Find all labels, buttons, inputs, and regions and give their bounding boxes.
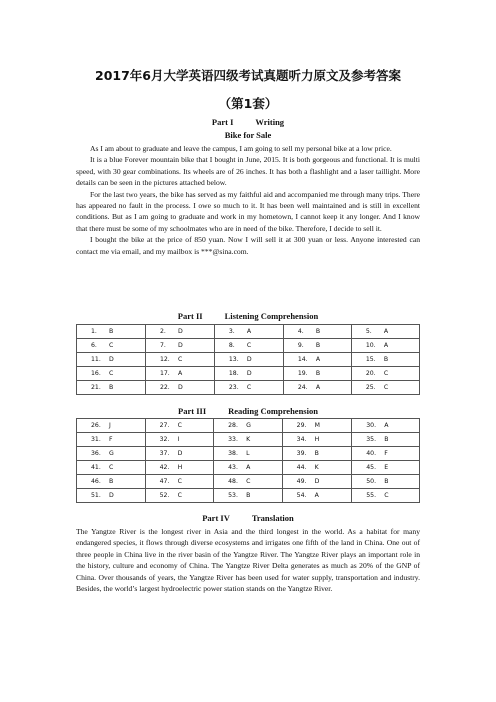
answer-cell bbox=[214, 447, 283, 461]
part3-name: Reading Comprehension bbox=[228, 406, 318, 416]
answer-letter: M bbox=[314, 422, 321, 429]
answer-cell bbox=[282, 475, 352, 489]
answer-cell bbox=[214, 433, 283, 447]
question-number: 1. bbox=[91, 328, 97, 335]
answer-cell bbox=[214, 489, 283, 503]
answer-cell bbox=[77, 461, 146, 475]
answer-letter: H bbox=[177, 464, 183, 471]
question-number: 21. bbox=[91, 384, 101, 391]
essay-title: Bike for Sale bbox=[224, 130, 272, 140]
question-number: 47. bbox=[159, 478, 170, 485]
answer-letter: A bbox=[315, 384, 321, 391]
answer-letter: D bbox=[177, 384, 183, 391]
answer-cell bbox=[145, 381, 214, 395]
question-number: 15. bbox=[365, 356, 376, 363]
answer-cell bbox=[214, 461, 283, 475]
answer-row bbox=[77, 461, 420, 475]
answer-cell bbox=[352, 419, 420, 433]
document-title: 2017年6月大学英语四级考试真题听力原文及参考答案 bbox=[95, 68, 401, 83]
answer-row bbox=[77, 419, 420, 433]
part2-name: Listening Comprehension bbox=[224, 311, 319, 321]
answer-row bbox=[77, 381, 420, 395]
question-number: 44. bbox=[296, 464, 307, 471]
answer-cell bbox=[145, 367, 214, 381]
part4-name: Translation bbox=[251, 513, 294, 523]
question-number: 6. bbox=[91, 342, 97, 349]
answer-letter: D bbox=[177, 328, 183, 335]
answer-letter: C bbox=[246, 342, 252, 349]
question-number: 39. bbox=[296, 450, 307, 457]
question-number: 16. bbox=[91, 370, 101, 377]
translation-paragraph: The Yangtze River is the longest river in Asia and the third longest in the world. As a habitat for many endangered species, it flows through diverse ecosystems and irrigates one fifth of the land in China. One out of three people in China live in the river basin of the Yangtze River. The Yangtze River plays an important role in the history, culture and economy of China. The Yangtze River Delta generates as much as 20% of the GNP of China. Over thousands of years, the Yangtze River has been used for water supply, transportation and industry. Besides, the world’s largest hydroelectric power station stands on the Yangtze River. bbox=[76, 527, 420, 594]
question-number: 2. bbox=[159, 328, 166, 335]
answer-cell bbox=[282, 461, 352, 475]
question-number: 48. bbox=[228, 478, 238, 485]
translation-body bbox=[76, 526, 420, 594]
answer-cell bbox=[282, 433, 352, 447]
question-number: 40. bbox=[366, 450, 377, 457]
question-number: 46. bbox=[91, 478, 101, 485]
part3-label: Part III bbox=[178, 406, 207, 416]
answer-row bbox=[77, 325, 420, 339]
answer-cell bbox=[352, 489, 420, 503]
question-number: 22. bbox=[159, 384, 170, 391]
answer-letter: B bbox=[383, 356, 389, 363]
answer-letter: B bbox=[315, 370, 321, 377]
part4-label: Part IV bbox=[202, 513, 230, 523]
essay-paragraph: For the last two years, the bike has served as my faithful aid and accompanied me through many trips. There has appeared no fault in the process. I owe so much to it. It has been well maintained and is still in excellent conditions. But as I am going to graduate and work in my hometown, I cannot keep it any longer. And I know that there must be some of my schoolmates who are in need of the bike. Therefore, I decide to sell it. bbox=[76, 189, 420, 233]
answer-cell bbox=[145, 433, 214, 447]
answer-cell bbox=[77, 433, 146, 447]
question-number: 30. bbox=[366, 422, 377, 429]
answer-letter: D bbox=[314, 478, 320, 485]
answer-letter: A bbox=[177, 370, 183, 377]
answer-letter: C bbox=[246, 384, 252, 391]
question-number: 26. bbox=[91, 422, 101, 429]
answer-letter: K bbox=[246, 436, 251, 443]
answer-letter: D bbox=[109, 356, 114, 363]
answer-letter: C bbox=[384, 492, 389, 499]
answer-row bbox=[77, 367, 420, 381]
part1-heading bbox=[0, 117, 496, 127]
answer-cell bbox=[214, 353, 283, 367]
answer-cell bbox=[77, 339, 146, 353]
answer-letter: A bbox=[246, 464, 251, 471]
question-number: 32. bbox=[159, 436, 170, 443]
question-number: 9. bbox=[297, 342, 304, 349]
question-number: 20. bbox=[365, 370, 376, 377]
answer-cell bbox=[77, 475, 146, 489]
part1-label: Part I bbox=[211, 117, 234, 127]
question-number: 52. bbox=[159, 492, 170, 499]
question-number: 55. bbox=[366, 492, 377, 499]
answer-cell bbox=[145, 475, 214, 489]
answer-cell bbox=[145, 419, 214, 433]
question-number: 3. bbox=[228, 328, 235, 335]
answer-cell bbox=[145, 325, 214, 339]
question-number: 29. bbox=[296, 422, 307, 429]
question-number: 10. bbox=[365, 342, 376, 349]
answer-cell bbox=[77, 489, 146, 503]
answer-cell bbox=[352, 433, 420, 447]
document-subtitle: （第1套） bbox=[218, 96, 278, 111]
question-number: 50. bbox=[366, 478, 377, 485]
answer-cell bbox=[145, 353, 214, 367]
essay-body bbox=[76, 143, 420, 257]
answer-letter: B bbox=[246, 492, 251, 499]
answer-letter: B bbox=[109, 328, 114, 335]
answer-letter: C bbox=[109, 370, 114, 377]
answer-cell bbox=[145, 489, 214, 503]
answer-cell bbox=[283, 339, 351, 353]
answer-cell bbox=[77, 419, 146, 433]
question-number: 54. bbox=[296, 492, 307, 499]
answer-cell bbox=[351, 339, 419, 353]
question-number: 19. bbox=[297, 370, 308, 377]
question-number: 17. bbox=[159, 370, 170, 377]
answer-cell bbox=[77, 367, 146, 381]
answer-cell bbox=[352, 475, 420, 489]
answer-letter: B bbox=[315, 328, 321, 335]
essay-paragraph: As I am about to graduate and leave the campus, I am going to sell my personal bike at a low price. bbox=[90, 144, 392, 153]
answer-letter: D bbox=[109, 492, 114, 499]
answer-cell bbox=[214, 475, 283, 489]
answer-letter: I bbox=[177, 436, 180, 443]
answer-cell bbox=[282, 419, 352, 433]
answer-letter: A bbox=[383, 342, 389, 349]
answer-cell bbox=[352, 447, 420, 461]
answer-letter: A bbox=[315, 356, 321, 363]
answer-letter: E bbox=[384, 464, 389, 471]
answer-letter: H bbox=[314, 436, 320, 443]
answer-letter: C bbox=[177, 422, 182, 429]
answer-letter: D bbox=[246, 370, 252, 377]
question-number: 31. bbox=[91, 436, 101, 443]
question-number: 37. bbox=[159, 450, 170, 457]
question-number: 28. bbox=[228, 422, 238, 429]
answer-cell bbox=[351, 325, 419, 339]
answer-letter: C bbox=[177, 356, 183, 363]
answer-cell bbox=[145, 339, 214, 353]
answer-cell bbox=[351, 381, 419, 395]
answer-cell bbox=[214, 339, 283, 353]
question-number: 14. bbox=[297, 356, 308, 363]
answer-letter: A bbox=[384, 422, 389, 429]
part2-label: Part II bbox=[177, 311, 203, 321]
question-number: 38. bbox=[228, 450, 238, 457]
question-number: 23. bbox=[228, 384, 239, 391]
question-number: 11. bbox=[91, 356, 101, 363]
answer-cell bbox=[352, 461, 420, 475]
answer-cell bbox=[145, 461, 214, 475]
question-number: 25. bbox=[365, 384, 376, 391]
answer-letter: C bbox=[246, 478, 251, 485]
answer-letter: A bbox=[383, 328, 389, 335]
question-number: 12. bbox=[159, 356, 170, 363]
answer-letter: G bbox=[246, 422, 251, 429]
question-number: 27. bbox=[159, 422, 170, 429]
answer-cell bbox=[282, 447, 352, 461]
question-number: 36. bbox=[91, 450, 101, 457]
question-number: 4. bbox=[297, 328, 304, 335]
part4-heading bbox=[0, 513, 496, 523]
essay-paragraph: It is a blue Forever mountain bike that I bought in June, 2015. It is both gorgeous and functional. It is multi speed, with 30 gear combinations. Its wheels are of 26 inches. It has both a flashlight and a laser taillight. More details can be seen in the pictures attached below. bbox=[76, 155, 420, 188]
answer-cell bbox=[282, 489, 352, 503]
answer-letter: D bbox=[177, 342, 183, 349]
answer-cell bbox=[145, 447, 214, 461]
answer-row bbox=[77, 353, 420, 367]
answer-cell bbox=[77, 325, 146, 339]
question-number: 24. bbox=[297, 384, 308, 391]
question-number: 42. bbox=[159, 464, 170, 471]
answer-cell bbox=[283, 381, 351, 395]
question-number: 8. bbox=[228, 342, 235, 349]
answer-letter: D bbox=[246, 356, 252, 363]
answer-letter: D bbox=[177, 450, 183, 457]
answer-cell bbox=[351, 353, 419, 367]
answer-letter: C bbox=[383, 384, 389, 391]
answer-letter: B bbox=[314, 450, 319, 457]
answer-letter: B bbox=[384, 436, 389, 443]
essay-paragraph: I bought the bike at the price of 850 yuan. Now I will sell it at 300 yuan or less. Anyone interested can contact me via email, and my mailbox is ***@sina.com. bbox=[76, 235, 420, 256]
question-number: 13. bbox=[228, 356, 239, 363]
question-number: 51. bbox=[91, 492, 101, 499]
answer-cell bbox=[283, 325, 351, 339]
answer-row bbox=[77, 475, 420, 489]
question-number: 34. bbox=[296, 436, 307, 443]
answer-cell bbox=[214, 367, 283, 381]
question-number: 49. bbox=[296, 478, 307, 485]
question-number: 53. bbox=[228, 492, 238, 499]
answer-letter: C bbox=[109, 464, 114, 471]
answer-letter: F bbox=[109, 436, 113, 443]
answer-cell bbox=[214, 325, 283, 339]
question-number: 33. bbox=[228, 436, 238, 443]
answer-letter: C bbox=[177, 492, 182, 499]
answer-cell bbox=[351, 367, 419, 381]
answer-cell bbox=[214, 381, 283, 395]
answer-letter: J bbox=[109, 422, 111, 429]
answer-letter: C bbox=[383, 370, 389, 377]
question-number: 5. bbox=[365, 328, 372, 335]
question-number: 41. bbox=[91, 464, 101, 471]
reading-answer-table bbox=[76, 418, 420, 503]
answer-letter: A bbox=[246, 328, 252, 335]
answer-letter: B bbox=[315, 342, 321, 349]
answer-letter: K bbox=[314, 464, 319, 471]
answer-letter: B bbox=[384, 478, 389, 485]
part2-heading bbox=[0, 311, 496, 321]
answer-letter: F bbox=[384, 450, 388, 457]
answer-letter: C bbox=[109, 342, 114, 349]
answer-cell bbox=[77, 353, 146, 367]
answer-letter: B bbox=[109, 478, 114, 485]
question-number: 7. bbox=[159, 342, 166, 349]
question-number: 35. bbox=[366, 436, 377, 443]
answer-letter: C bbox=[177, 478, 182, 485]
question-number: 45. bbox=[366, 464, 377, 471]
answer-letter: L bbox=[246, 450, 250, 457]
answer-cell bbox=[283, 353, 351, 367]
answer-cell bbox=[214, 419, 283, 433]
answer-letter: G bbox=[109, 450, 114, 457]
question-number: 43. bbox=[228, 464, 238, 471]
answer-letter: B bbox=[109, 384, 114, 391]
question-number: 18. bbox=[228, 370, 239, 377]
answer-letter: A bbox=[314, 492, 319, 499]
part1-name: Writing bbox=[255, 117, 285, 127]
answer-cell bbox=[77, 447, 146, 461]
answer-row bbox=[77, 489, 420, 503]
answer-row bbox=[77, 433, 420, 447]
part3-heading bbox=[0, 406, 496, 416]
answer-row bbox=[77, 447, 420, 461]
answer-cell bbox=[77, 381, 146, 395]
answer-row bbox=[77, 339, 420, 353]
listening-answer-table bbox=[76, 324, 420, 395]
answer-cell bbox=[283, 367, 351, 381]
